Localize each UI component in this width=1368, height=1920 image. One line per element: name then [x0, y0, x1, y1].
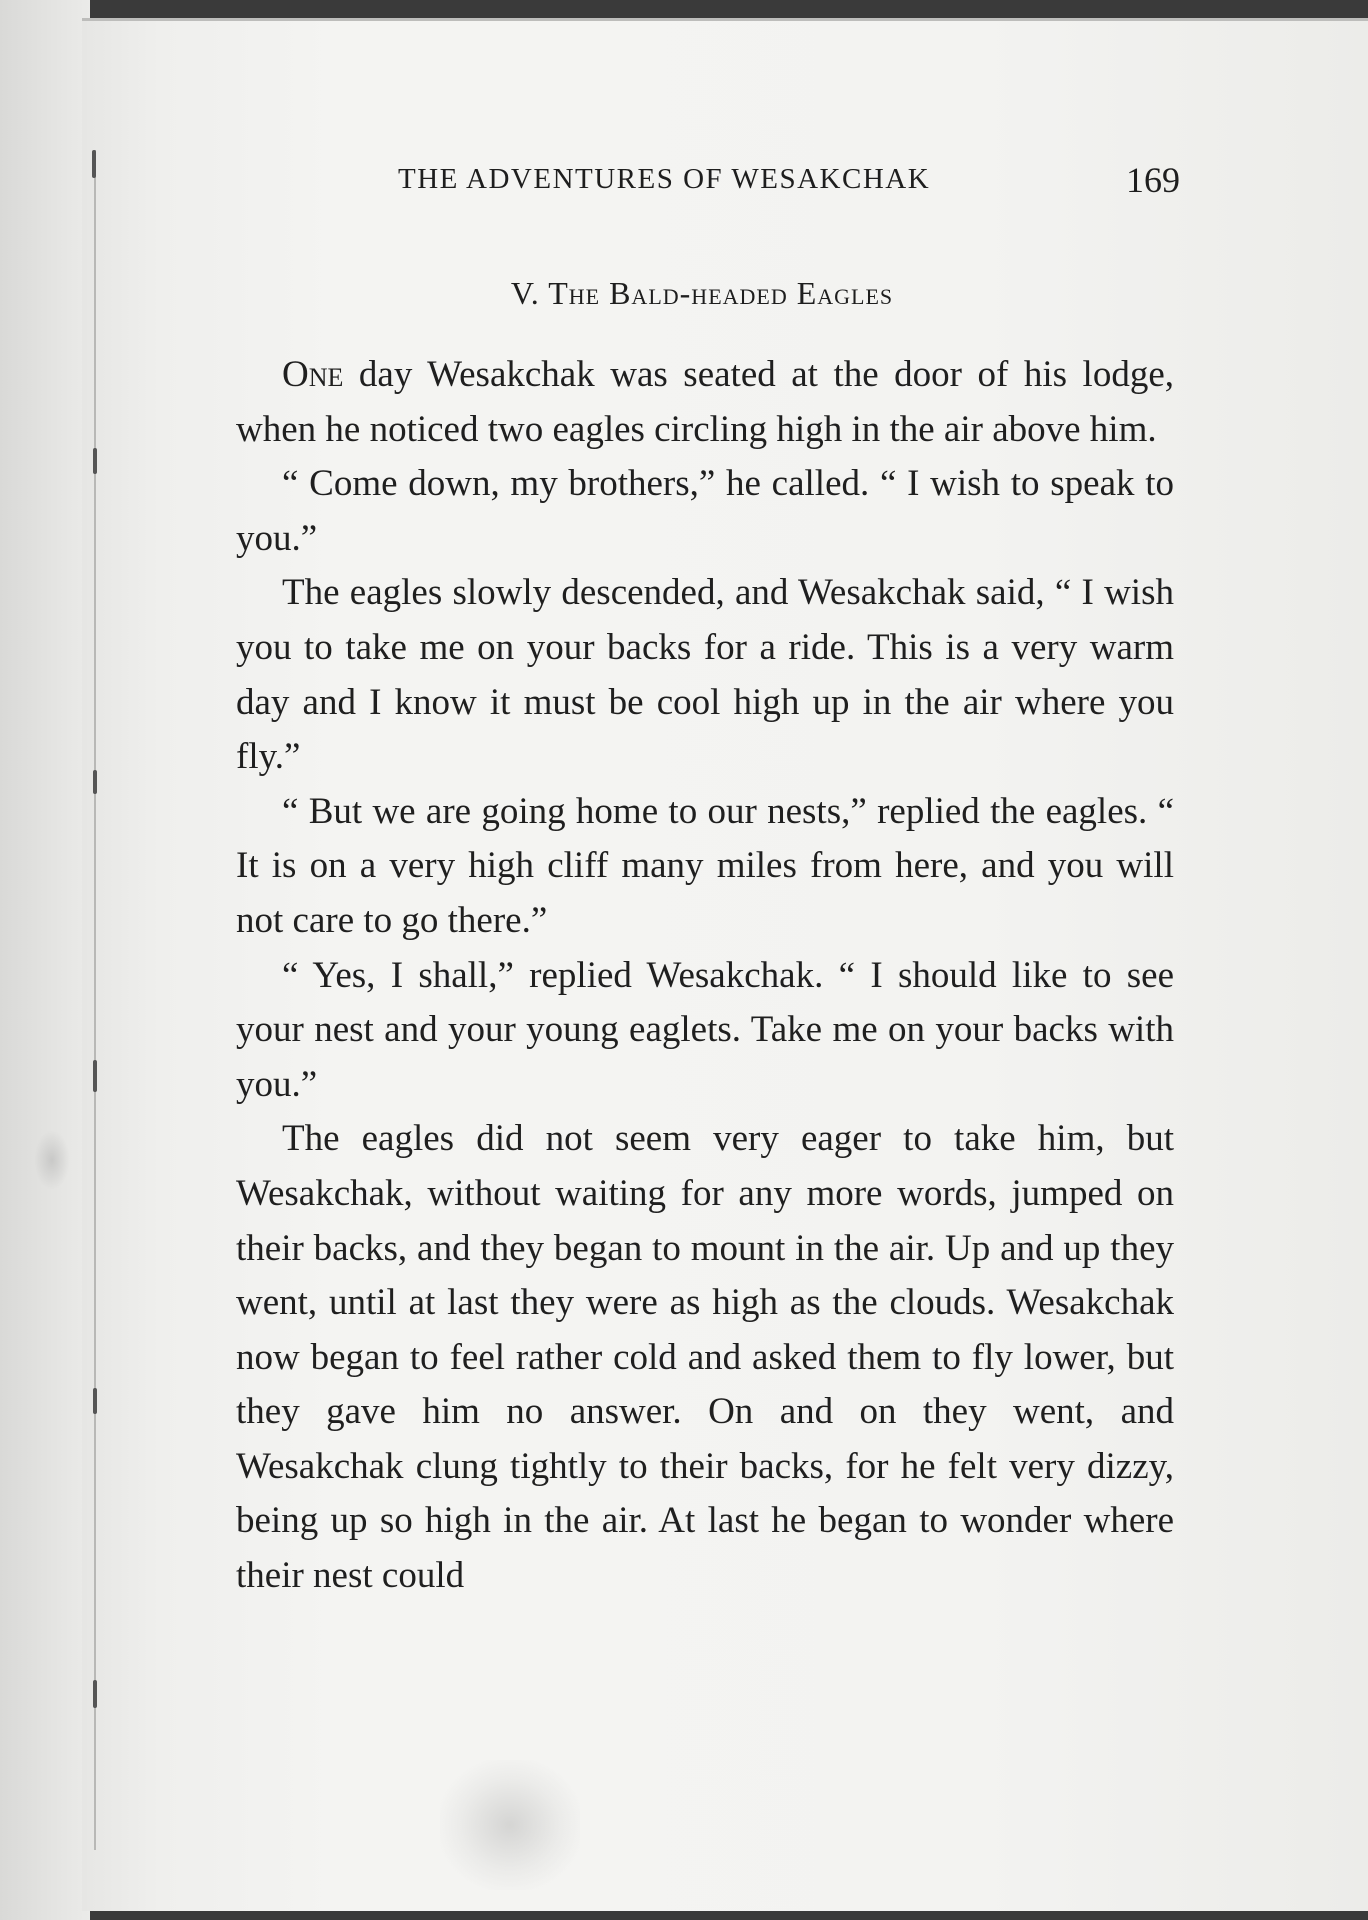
paragraph: “ But we are going home to our nests,” replied the eagles. “ It is on a very high cliff many miles from here, and you will not care to go there.” — [236, 790, 1174, 941]
binding-mark — [93, 1060, 97, 1092]
opening-word: One — [282, 354, 344, 395]
running-head: THE ADVENTURES OF WESAKCHAK — [398, 163, 931, 195]
paragraph-text: day Wesakchak was seated at the door of his lodge, when he noticed two eagles circling high in the air above him. — [236, 354, 1174, 450]
binding-mark — [93, 1388, 97, 1414]
chapter-title: V. The Bald-headed Eagles — [510, 275, 894, 311]
binding-mark — [93, 448, 97, 474]
binding-mark — [92, 150, 96, 178]
page-smudge — [440, 1760, 580, 1890]
binding-mark — [93, 770, 97, 794]
paragraph: “ Yes, I shall,” replied Wesakchak. “ I should like to see your nest and your young eaglets. Take me on your backs with you.” — [236, 954, 1174, 1105]
page-number: 169 — [1126, 160, 1180, 200]
paragraph: The eagles did not seem very eager to take him, but Wesakchak, without waiting for any more words, jumped on their backs, and they began to mount in the air. Up and up they went, until at last they were as high as the clouds. Wesakchak now began to feel rather cold and asked them to fly lower, but they gave him no answer. On and on they went, and Wesakchak clung tightly to their backs, for he felt very dizzy, being up so high in the air. At last he began to wonder where their nest could — [236, 1118, 1174, 1597]
paragraph — [236, 348, 1174, 457]
paragraph: “ Come down, my brothers,” he called. “ I wish to speak to you.” — [236, 463, 1174, 559]
paragraph: The eagles slowly descended, and Wesakchak said, “ I wish you to take me on your backs for a ride. This is a very warm day and I know it must be cool high up in the air where you fly.” — [236, 572, 1174, 778]
body-text — [236, 348, 1174, 1604]
show-through-mark — [34, 1130, 70, 1190]
binding-mark — [93, 1680, 97, 1708]
binding-edge — [94, 150, 96, 1850]
